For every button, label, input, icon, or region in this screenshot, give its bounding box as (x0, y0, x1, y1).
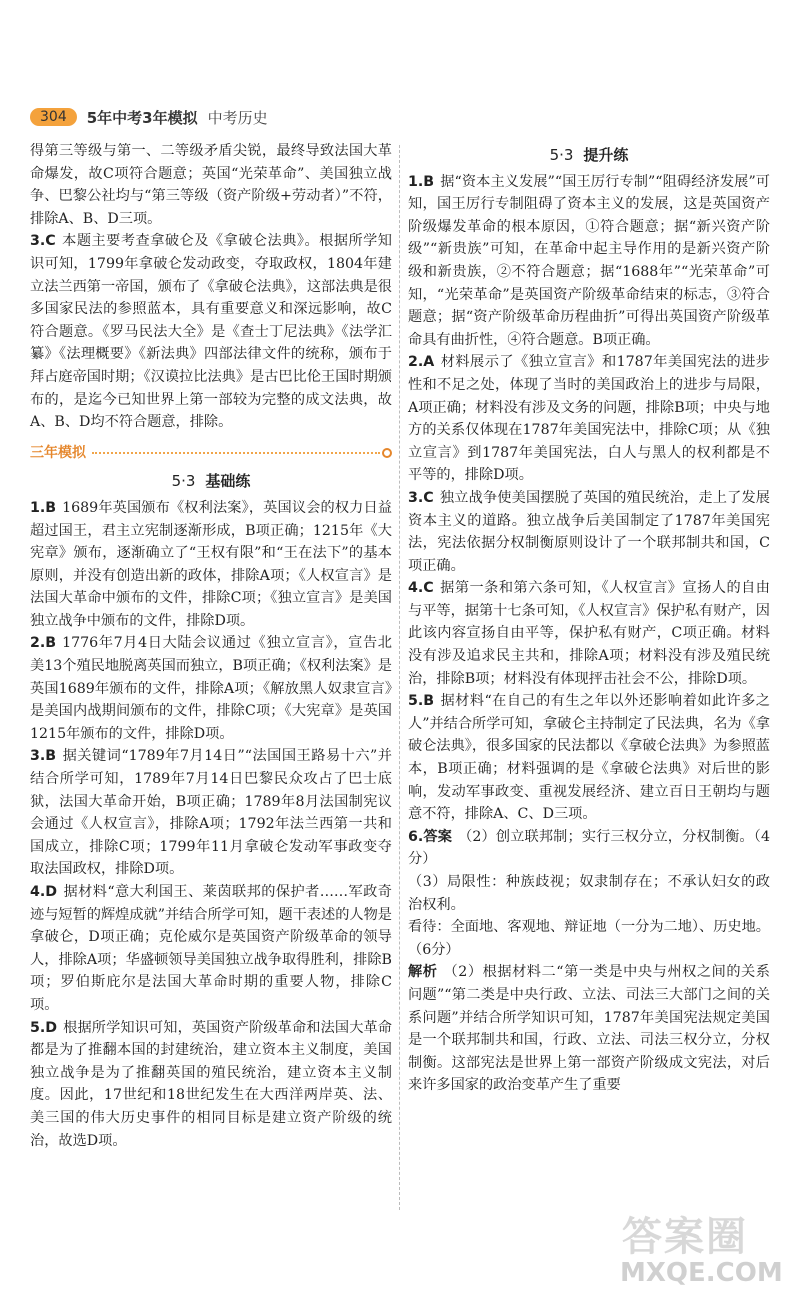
page-number: 304 (30, 108, 77, 126)
answer-item (408, 351, 770, 487)
answer-number: 1.B (30, 499, 57, 516)
section-number: 5·3 (171, 472, 196, 491)
answer-text: 本题主要考查拿破仑及《拿破仑法典》。根据所学知识可知，1799年拿破仑发动政变，夺取政权，1804年建立法兰西第一帝国，颁布了《拿破仑法典》，这部法典是很多国家民法的参照蓝本，具有重要意义和深远影响，故C符合题意。《罗马民法大全》是《查士丁尼法典》《法学汇纂》《法理概要》《新法典》四部法律文件的统称，颁布于拜占庭帝国时期；《汉谟拉比法典》是古巴比伦王国时期颁布的，是迄今已知世界上第一部较为完整的成文法典，故A、B、D均不符合题意，排除。 (30, 233, 392, 431)
watermark-url: MXQE.COM (620, 1258, 783, 1288)
answer-text: 据材料“在自己的有生之年以外还影响着如此许多之人”并结合所学可知，拿破仑主持制定了民法典，名为《拿破仑法典》，很多国家的民法都以《拿破仑法典》为参照蓝本，B项正确；材料强调的是《拿破仑法典》对后世的影响，发动军事政变、重视发展经济、建立百日王朝均与题意不符，排除A、C、D三项。 (408, 693, 770, 823)
analysis-text: （2）根据材料二“第一类是中央与州权之间的关系问题”“第二类是中央行政、立法、司法三大部门之间的关系问题”并结合所学知识可知，1787年美国宪法规定美国是一个联邦制共和国，行政、立法、司法三权分立，分权制衡。这部宪法是世界上第一部资产阶级成文宪法，对后来许多国家的政治变革产生了重要 (408, 964, 770, 1094)
answer-text: 据材料“意大利国王、莱茵联邦的保护者……军政奇迹与短暂的辉煌成就”并结合所学可知，题干表述的人物是拿破仑，D项正确；克伦威尔是英国资产阶级革命的领导人，排除A项；华盛顿领导美国独立战争取得胜利，排除B项；罗伯斯庇尔是法国大革命时期的重要人物，排除C项。 (30, 884, 392, 1013)
answer-number: 3.C (408, 489, 434, 506)
answer-text: 1689年英国颁布《权利法案》，英国议会的权力日益超过国王，君主立宪制逐渐形成，B项正确；1215年《大宪章》颁布，逐渐确立了“王权有限”和“王在法下”的基本原则，并没有创造出新的政体，排除A项；《人权宣言》是法国大革命中颁布的文件，排除C项；《独立宣言》是美国独立战争中颁布的文件，排除D项。 (30, 499, 392, 629)
answer-number: 2.A (408, 354, 435, 371)
section-title-advanced (408, 144, 770, 167)
answer-number: 4.D (30, 884, 58, 900)
watermark-logo: 答案圈 (622, 1214, 748, 1260)
intro-paragraph: 得第三等级与第一、二等级矛盾尖锐，最终导致法国大革命爆发，故C项符合题意；英国“光荣革命”、美国独立战争、巴黎公社均与“第三等级（资产阶级+劳动者）”不符，排除A、B、D三项。 (30, 143, 392, 227)
three-year-mock-label: 三年模拟 (30, 444, 86, 461)
answer-item (30, 745, 392, 881)
answer-item (30, 1017, 392, 1153)
answer-line: （3）局限性：种族歧视；奴隶制存在；不承认妇女的政治权利。 (408, 874, 770, 913)
answer-item (408, 577, 770, 690)
page-header (30, 104, 268, 130)
answer-number: 6.答案 (408, 828, 453, 845)
circle-icon (382, 448, 392, 458)
analysis-item (408, 961, 770, 1097)
answer-number: 2.B (30, 635, 57, 652)
section-name: 提升练 (583, 146, 629, 164)
answer-item-6 (408, 826, 770, 871)
answer-number: 5.B (408, 693, 435, 710)
section-name: 基础练 (205, 472, 251, 491)
answer-line: 看待：全面地、客观地、辩证地（一分为二地）、历史地。（6分） (408, 919, 770, 958)
dotted-rule (92, 452, 380, 454)
answer-text: 1776年7月4日大陆会议通过《独立宣言》，宣告北美13个殖民地脱离英国而独立，B项正确；《权利法案》是英国1689年颁布的文件，排除A项；《解放黑人奴隶宣言》是美国内战期间颁布的文件，排除C项；《大宪章》是英国1215年颁布的文件，排除D项。 (30, 635, 392, 742)
right-column (408, 140, 770, 1097)
answer-number: 4.C (408, 580, 434, 597)
section-number: 5·3 (549, 146, 574, 164)
answer-number: 5.D (30, 1019, 58, 1036)
answer-text: 据“资本主义发展”“国王厉行专制”“阻碍经济发展”可知，国王厉行专制阻碍了资本主义的发展，这是英国资产阶级爆发革命的根本原因，①符合题意；据“新兴资产阶级”“新贵族”可知，在革命中起主导作用的是新兴资产阶级和新贵族，②不符合题意；据“1688年”“光荣革命”可知，“光荣革命”是英国资产阶级革命结束的标志，③符合题意；据“资产阶级革命历程曲折”可得出英国资产阶级革命具有曲折性，④符合题意。B项正确。 (408, 173, 770, 348)
answer-number: 3.B (30, 748, 57, 765)
answer-text: 据第一条和第六条可知，《人权宣言》宣扬人的自由与平等，据第十七条可知，《人权宣言》保护私有财产，因此该内容宣扬自由平等，保护私有财产，C项正确。材料没有涉及追求民主共和，排除A项；材料没有涉及殖民统治，排除B项；材料没有体现抨击社会不公，排除D项。 (408, 580, 770, 687)
column-divider (399, 145, 400, 1210)
answer-line: （2）创立联邦制；实行三权分立，分权制衡。（4分） (408, 828, 770, 868)
answer-number: 3.C (30, 233, 56, 250)
three-year-mock-banner (30, 442, 392, 465)
answer-item (408, 690, 770, 826)
book-title: 5年中考3年模拟 (86, 108, 198, 127)
answer-item (30, 632, 392, 745)
analysis-label: 解析 (408, 964, 438, 981)
answer-item (408, 171, 770, 352)
answer-text: 独立战争使美国摆脱了英国的殖民统治，走上了发展资本主义的道路。独立战争后美国制定了1787年美国宪法，宪法依据分权制衡原则设计了一个联邦制共和国，C项正确。 (408, 489, 770, 574)
section-title-basic (30, 470, 392, 493)
answer-text: 据关键词“1789年7月14日”“法国国王路易十六”并结合所学可知，1789年7月14日巴黎民众攻占了巴士底狱，法国大革命开始，B项正确；1789年8月法国制宪议会通过《人权宣言》，排除A项；1792年法兰西第一共和国成立，排除C项；1799年11月拿破仑发动军事政变夺取法国政权，排除D项。 (30, 748, 392, 878)
answer-text: 根据所学知识可知，英国资产阶级革命和法国大革命都是为了推翻本国的封建统治，建立资本主义制度，美国独立战争是为了推翻英国的殖民统治，建立资本主义制度。因此，17世纪和18世纪发生在大西洋两岸英、法、美三国的伟大历史事件的相同目标是建立资产阶级的统治，故选D项。 (30, 1019, 392, 1149)
answer-item (30, 497, 392, 633)
answer-text: 材料展示了《独立宣言》和1787年美国宪法的进步性和不足之处，体现了当时的美国政治上的进步与局限，A项正确；材料没有涉及文务的问题，排除B项；中央与地方的关系仅体现在1787年美国宪法中，排除C项；从《独立宣言》到1787年美国宪法，白人与黑人的权利都是不平等的，排除D项。 (408, 354, 770, 484)
answer-item (30, 230, 392, 433)
subject-label: 中考历史 (207, 108, 268, 127)
left-column (30, 140, 392, 1152)
answer-item (30, 881, 392, 1017)
answer-item (408, 487, 770, 577)
answer-number: 1.B (408, 173, 435, 190)
